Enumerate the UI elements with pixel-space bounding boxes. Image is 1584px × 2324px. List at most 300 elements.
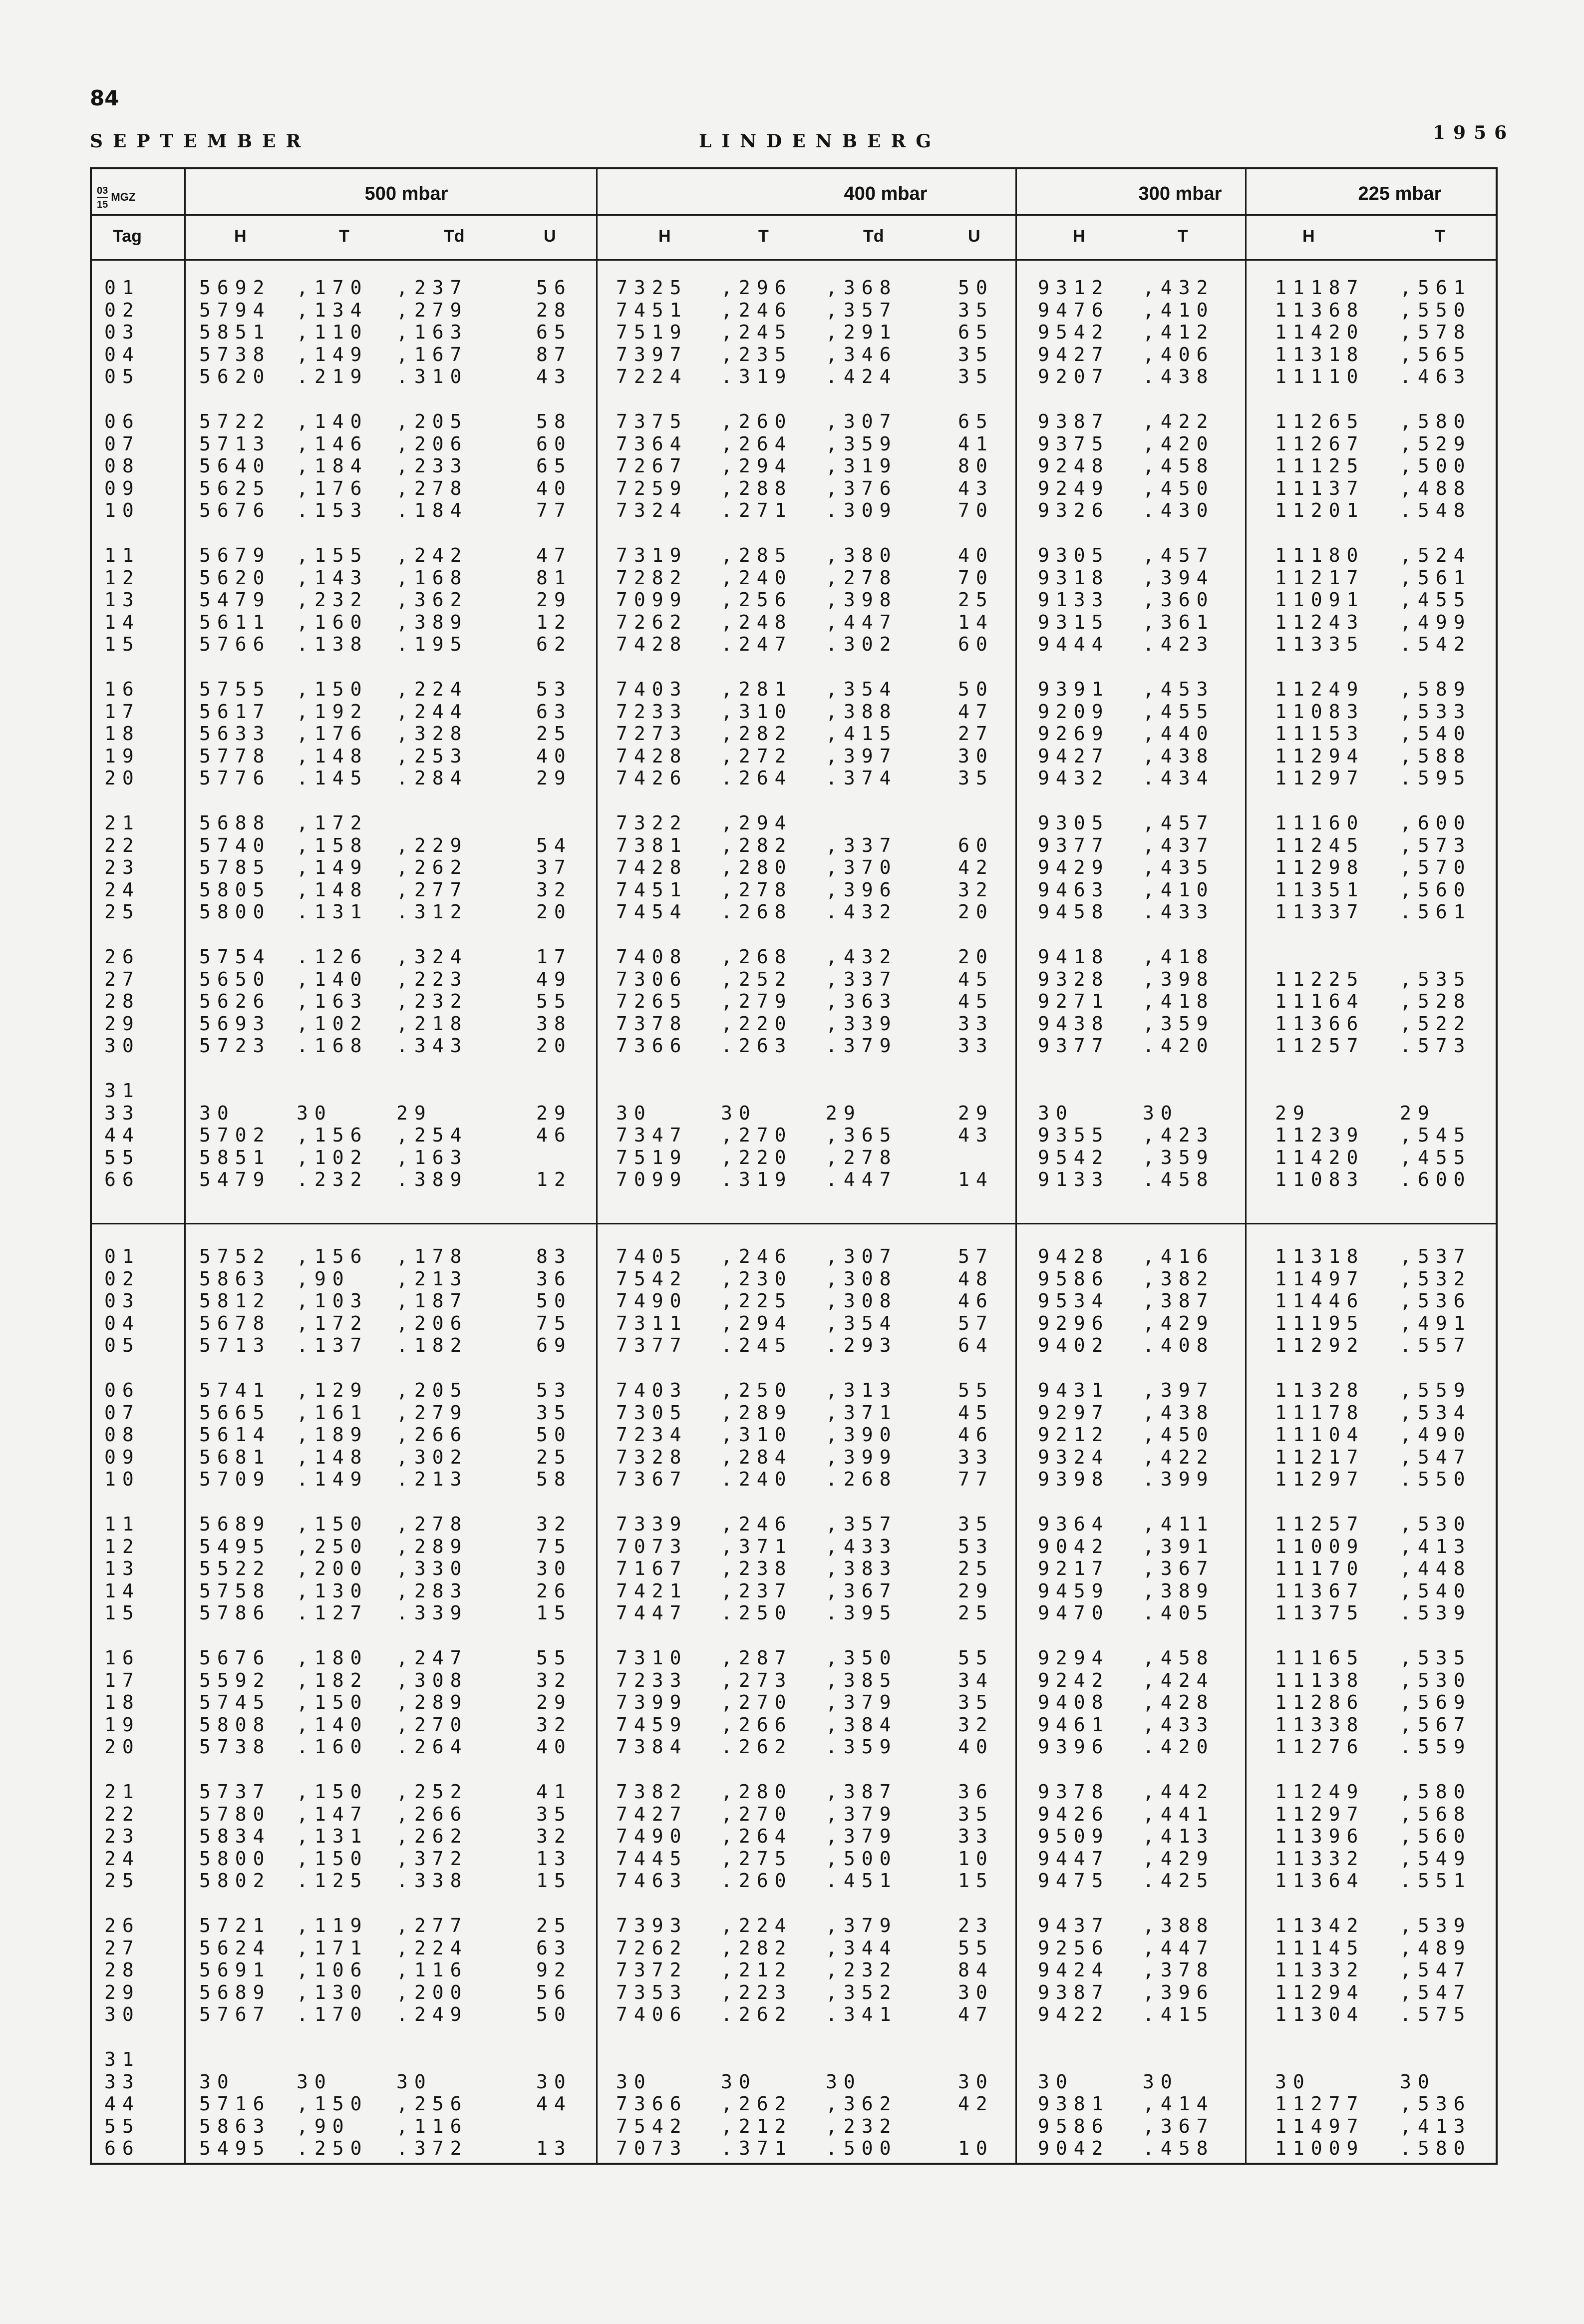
cell-t-400: ,268 [721,946,793,968]
cell-t-300: .458 [1143,1168,1215,1191]
cell-u-500: 36 [536,1267,572,1290]
cell-tag: 44 [104,1124,140,1147]
cell-t-500: .145 [297,767,368,789]
cell-h-225: 11351 [1275,878,1365,901]
cell-t-225: ,568 [1400,1803,1472,1825]
cell-td-400: ,380 [826,544,898,566]
cell-t-400: ,278 [721,878,793,901]
cell-h-225: 11249 [1275,1781,1365,1803]
cell-tag: 01 [104,277,140,299]
cell-h-225: 11328 [1275,1379,1365,1401]
cell-t-225: .600 [1400,1168,1472,1191]
cell-td-400: ,376 [826,477,898,499]
cell-h-500: 5676 [199,1647,271,1669]
cell-h-400: 7393 [616,1915,688,1937]
cell-t-225: ,570 [1400,856,1472,879]
cell-td-500: .389 [396,1168,468,1191]
cell-td-500: ,277 [396,1915,468,1937]
cell-t-225: ,490 [1400,1424,1472,1446]
cell-tag: 02 [104,1267,140,1290]
cell-h-225: 11368 [1275,299,1365,321]
cell-h-400: 7233 [616,1669,688,1691]
cell-h-300: 9396 [1038,1736,1110,1758]
cell-tag: 24 [104,1847,140,1870]
cell-t-500: ,110 [297,321,368,344]
cell-t-300: .399 [1143,1468,1215,1491]
cell-h-400: 7408 [616,946,688,968]
cell-td-400: ,433 [826,1535,898,1557]
cell-u-400: 14 [958,611,994,633]
cell-tag: 23 [104,856,140,879]
cell-td-500: ,278 [396,1513,468,1535]
cell-h-400: 7367 [616,1468,688,1491]
cell-h-225: 11277 [1275,2093,1365,2115]
cell-td-500: .213 [396,1468,468,1491]
cell-h-500: 5689 [199,1981,271,2003]
cell-td-500: ,278 [396,477,468,499]
cell-t-300: ,359 [1143,1146,1215,1168]
cell-t-400: ,248 [721,611,793,633]
cell-u-500: 58 [536,410,572,432]
cell-u-400: 80 [958,455,994,477]
cell-td-500: ,308 [396,1669,468,1691]
cell-t-400: ,282 [721,1937,793,1959]
cell-t-400: ,280 [721,1781,793,1803]
col-h-300: H [1073,227,1085,246]
group-300: 300 mbar [1138,183,1222,204]
cell-h-400: 7405 [616,1245,688,1267]
cell-td-500: ,254 [396,1124,468,1147]
cell-t-300: ,422 [1143,1446,1215,1468]
cell-tag: 23 [104,1825,140,1848]
cell-td-500: ,167 [396,343,468,366]
cell-u-500: 87 [536,343,572,366]
header-divider [92,214,1496,216]
cell-t-500: ,156 [297,1245,368,1267]
cell-h-400: 7224 [616,366,688,388]
cell-h-225: 11125 [1275,455,1365,477]
cell-tag: 20 [104,1736,140,1758]
cell-t-400: ,270 [721,1124,793,1147]
cell-t-500: ,102 [297,1012,368,1035]
cell-t-225: .542 [1400,633,1472,656]
cell-u-500: 77 [536,499,572,522]
cell-t-400: ,223 [721,1981,793,2003]
cell-t-400: ,371 [721,1535,793,1557]
cell-h-225: 11164 [1275,990,1365,1013]
cell-h-300: 9470 [1038,1602,1110,1624]
cell-td-500: ,266 [396,1803,468,1825]
cell-td-400: ,308 [826,1290,898,1312]
cell-u-500: 60 [536,432,572,455]
cell-h-500: 5479 [199,1168,271,1191]
cell-t-300: ,387 [1143,1290,1215,1312]
cell-td-400: ,232 [826,2115,898,2137]
cell-td-500: ,232 [396,990,468,1013]
cell-t-400: .371 [721,2137,793,2160]
cell-t-500: ,146 [297,432,368,455]
cell-t-400: ,280 [721,856,793,879]
cell-u-500: 56 [536,277,572,299]
cell-h-400: 7366 [616,1035,688,1057]
cell-h-500: 5741 [199,1379,271,1401]
cell-h-500: 5625 [199,477,271,499]
cell-t-400: ,225 [721,1290,793,1312]
cell-u-400: 10 [958,2137,994,2160]
cell-td-400: .302 [826,633,898,656]
cell-h-300: 9542 [1038,321,1110,344]
cell-h-225: 11170 [1275,1557,1365,1580]
cell-td-400: ,385 [826,1669,898,1691]
cell-h-300: 9437 [1038,1915,1110,1937]
cell-u-500: 65 [536,321,572,344]
cell-u-400: 77 [958,1468,994,1491]
cell-td-400: ,363 [826,990,898,1013]
cell-tag: 27 [104,1937,140,1959]
cell-h-500: 5624 [199,1937,271,1959]
cell-td-400: ,319 [826,455,898,477]
cell-t-500: .232 [297,1168,368,1191]
cell-t-300: ,457 [1143,544,1215,566]
cell-u-400: 35 [958,343,994,366]
cell-t-500: ,156 [297,1124,368,1147]
cell-t-500: .153 [297,499,368,522]
cell-u-400: 43 [958,477,994,499]
cell-h-300: 9326 [1038,499,1110,522]
cell-h-300: 9459 [1038,1579,1110,1602]
cell-t-400: .245 [721,1334,793,1357]
cell-td-400: ,379 [826,1803,898,1825]
cell-t-300: ,432 [1143,277,1215,299]
cell-h-400: 7339 [616,1513,688,1535]
cell-u-400: 65 [958,410,994,432]
cell-td-400: ,337 [826,968,898,990]
cell-u-400: 55 [958,1379,994,1401]
cell-u-400: 57 [958,1245,994,1267]
cell-t-400: ,252 [721,968,793,990]
cell-t-400: .240 [721,1468,793,1491]
cell-t-225: ,569 [1400,1691,1472,1714]
cell-t-400: ,282 [721,723,793,745]
cell-h-225: 11304 [1275,2003,1365,2026]
cell-u-400: 35 [958,366,994,388]
cell-h-300: 9427 [1038,745,1110,767]
cell-u-500: 63 [536,700,572,723]
cell-t-225: ,547 [1400,1981,1472,2003]
cell-t-300: 30 [1143,2070,1179,2093]
cell-h-400: 7403 [616,1379,688,1401]
cell-u-400: 55 [958,1937,994,1959]
cell-t-225: ,535 [1400,1647,1472,1669]
cell-h-500: 5778 [199,745,271,767]
cell-u-500: 29 [536,767,572,789]
cell-u-400: 29 [958,1102,994,1124]
col-tag: Tag [113,227,142,246]
cell-u-400: 25 [958,1557,994,1580]
cell-td-400: .500 [826,2137,898,2160]
cell-u-500: 30 [536,2070,572,2093]
cell-h-225: 11239 [1275,1124,1365,1147]
cell-tag: 66 [104,1168,140,1191]
cell-h-500: 5737 [199,1781,271,1803]
cell-h-400: 7262 [616,611,688,633]
cell-t-400: ,212 [721,2115,793,2137]
cell-tag: 07 [104,1401,140,1424]
cell-td-400: ,370 [826,856,898,879]
cell-h-500: 5723 [199,1035,271,1057]
cell-t-225: ,600 [1400,812,1472,834]
cell-t-300: ,411 [1143,1513,1215,1535]
cell-h-500: 5745 [199,1691,271,1714]
cell-t-225: ,499 [1400,611,1472,633]
cell-u-500: 40 [536,477,572,499]
cell-t-500: ,143 [297,566,368,589]
cell-t-400: ,294 [721,1312,793,1334]
cell-t-300: .423 [1143,633,1215,656]
cell-t-225: .539 [1400,1602,1472,1624]
cell-tag: 12 [104,1535,140,1557]
cell-h-400: 7377 [616,1334,688,1357]
cell-h-300: 9534 [1038,1290,1110,1312]
cell-t-500: ,149 [297,856,368,879]
cell-h-225: 30 [1275,2070,1311,2093]
cell-td-500: ,163 [396,1146,468,1168]
cell-h-225: 11217 [1275,566,1365,589]
cell-t-300: ,438 [1143,745,1215,767]
cell-tag: 44 [104,2093,140,2115]
cell-t-225: ,530 [1400,1669,1472,1691]
cell-t-300: ,437 [1143,834,1215,856]
cell-h-500: 5794 [199,299,271,321]
cell-t-400: ,273 [721,1669,793,1691]
cell-u-500: 62 [536,633,572,656]
cell-tag: 33 [104,2070,140,2093]
cell-h-225: 11276 [1275,1736,1365,1758]
cell-td-500: ,187 [396,1290,468,1312]
cell-tag: 09 [104,1446,140,1468]
cell-h-225: 11265 [1275,410,1365,432]
cell-u-500: 65 [536,455,572,477]
cell-t-225: ,413 [1400,2115,1472,2137]
cell-t-500: ,182 [297,1669,368,1691]
cell-h-225: 11337 [1275,901,1365,923]
cell-t-400: .260 [721,1870,793,1892]
cell-t-225: ,567 [1400,1713,1472,1736]
cell-td-500: .264 [396,1736,468,1758]
cell-td-500: .249 [396,2003,468,2026]
cell-td-400: ,232 [826,1959,898,1981]
cell-h-500: 5776 [199,767,271,789]
cell-h-400: 7519 [616,321,688,344]
cell-t-500: ,149 [297,343,368,366]
cell-td-400: ,432 [826,946,898,968]
cell-t-225: ,540 [1400,1579,1472,1602]
cell-h-225: 11318 [1275,343,1365,366]
col-u-500: U [544,227,556,246]
cell-tag: 30 [104,1035,140,1057]
cell-td-400: ,337 [826,834,898,856]
cell-t-300: ,429 [1143,1847,1215,1870]
cell-h-500: 5812 [199,1290,271,1312]
cell-h-225: 11245 [1275,834,1365,856]
cell-t-500: ,200 [297,1557,368,1580]
cell-h-300: 9315 [1038,611,1110,633]
cell-t-500: .131 [297,901,368,923]
cell-t-500: ,150 [297,1691,368,1714]
cell-t-400: ,237 [721,1579,793,1602]
cell-t-225: ,580 [1400,410,1472,432]
cell-h-225: 11083 [1275,1168,1365,1191]
cell-u-400: 10 [958,1847,994,1870]
cell-t-500: ,148 [297,878,368,901]
cell-td-400: ,362 [826,2093,898,2115]
cell-td-400: ,399 [826,1446,898,1468]
cell-u-500: 28 [536,299,572,321]
cell-t-300: .430 [1143,499,1215,522]
cell-u-500: 32 [536,1669,572,1691]
cell-td-400: ,368 [826,277,898,299]
cell-t-225: ,535 [1400,968,1472,990]
cell-h-500: 5755 [199,678,271,700]
cell-h-500: 5679 [199,544,271,566]
cell-u-400: 65 [958,321,994,344]
cell-td-400: ,291 [826,321,898,344]
cell-tag: 05 [104,1334,140,1357]
cell-t-300: ,441 [1143,1803,1215,1825]
cell-t-300: ,412 [1143,321,1215,344]
cell-t-400: ,212 [721,1959,793,1981]
cell-u-400: 50 [958,277,994,299]
cell-h-225: 11138 [1275,1669,1365,1691]
cell-t-500: ,150 [297,1847,368,1870]
cell-h-300: 9422 [1038,2003,1110,2026]
cell-t-300: ,453 [1143,678,1215,700]
cell-u-400: 30 [958,1981,994,2003]
cell-td-500: ,389 [396,611,468,633]
cell-h-500: 30 [199,2070,235,2093]
cell-h-400: 7378 [616,1012,688,1035]
cell-h-300: 9242 [1038,1669,1110,1691]
cell-tag: 03 [104,321,140,344]
cell-h-225: 11153 [1275,723,1365,745]
cell-td-400: 29 [826,1102,862,1124]
cell-t-500: ,102 [297,1146,368,1168]
cell-t-225: .557 [1400,1334,1472,1357]
cell-h-225: 11297 [1275,1803,1365,1825]
cell-h-300: 9042 [1038,1535,1110,1557]
cell-h-225: 11137 [1275,477,1365,499]
cell-h-225: 11332 [1275,1847,1365,1870]
cell-t-225: ,547 [1400,1959,1472,1981]
cell-h-300: 9398 [1038,1468,1110,1491]
cell-t-400: .319 [721,366,793,388]
cell-h-400: 7099 [616,1168,688,1191]
cell-t-400: ,245 [721,321,793,344]
cell-h-300: 9391 [1038,678,1110,700]
cell-t-500: .219 [297,366,368,388]
cell-t-400: ,285 [721,544,793,566]
cell-h-225: 11292 [1275,1334,1365,1357]
cell-u-500: 40 [536,745,572,767]
cell-h-225: 11420 [1275,1146,1365,1168]
cell-h-400: 7328 [616,1446,688,1468]
cell-h-300: 9296 [1038,1312,1110,1334]
cell-h-400: 7399 [616,1691,688,1714]
cell-h-400: 7167 [616,1557,688,1580]
cell-td-500: .312 [396,901,468,923]
cell-td-500: ,330 [396,1557,468,1580]
group-line-300 [1245,169,1247,2163]
cell-tag: 17 [104,1669,140,1691]
cell-t-225: ,413 [1400,1535,1472,1557]
cell-u-500: 75 [536,1535,572,1557]
cell-h-225: 11298 [1275,856,1365,879]
group-400: 400 mbar [844,183,928,204]
cell-h-300: 9447 [1038,1847,1110,1870]
cell-t-225: ,536 [1400,2093,1472,2115]
cell-h-225: 11332 [1275,1959,1365,1981]
cell-h-400: 7384 [616,1736,688,1758]
cell-tag: 31 [104,2048,140,2070]
cell-t-225: ,559 [1400,1379,1472,1401]
cell-h-500: 30 [199,1102,235,1124]
cell-t-400: ,275 [721,1847,793,1870]
cell-h-300: 9312 [1038,277,1110,299]
cell-h-400: 7427 [616,1803,688,1825]
cell-u-400: 35 [958,299,994,321]
cell-u-400: 35 [958,1513,994,1535]
cell-u-500: 50 [536,2003,572,2026]
cell-tag: 25 [104,901,140,923]
cell-t-300: ,429 [1143,1312,1215,1334]
cell-u-400: 33 [958,1035,994,1057]
cell-t-400: .271 [721,499,793,522]
cell-h-500: 5800 [199,901,271,923]
cell-h-500: 5640 [199,455,271,477]
cell-t-300: ,418 [1143,946,1215,968]
cell-h-500: 5592 [199,1669,271,1691]
cell-h-500: 5767 [199,2003,271,2026]
cell-td-400: ,397 [826,745,898,767]
cell-u-500: 58 [536,1468,572,1491]
cell-u-400: 70 [958,499,994,522]
cell-h-400: 7490 [616,1825,688,1848]
cell-t-225: ,491 [1400,1312,1472,1334]
cell-u-500: 83 [536,1245,572,1267]
cell-t-400: ,288 [721,477,793,499]
cell-td-500: ,200 [396,1981,468,2003]
cell-td-400: ,278 [826,1146,898,1168]
cell-h-500: 5754 [199,946,271,968]
cell-h-500: 5802 [199,1870,271,1892]
cell-t-300: ,422 [1143,410,1215,432]
cell-h-300: 9318 [1038,566,1110,589]
col-t-225: T [1435,227,1445,246]
cell-t-300: ,367 [1143,1557,1215,1580]
cell-t-500: .170 [297,2003,368,2026]
cell-h-500: 5688 [199,812,271,834]
cell-h-225: 11201 [1275,499,1365,522]
cell-tag: 08 [104,1424,140,1446]
cell-h-500: 5740 [199,834,271,856]
cell-u-500: 46 [536,1124,572,1147]
cell-u-500: 81 [536,566,572,589]
cell-h-400: 7397 [616,343,688,366]
cell-td-400: .374 [826,767,898,789]
cell-td-500: ,279 [396,1401,468,1424]
cell-td-400: .432 [826,901,898,923]
cell-h-500: 5722 [199,410,271,432]
